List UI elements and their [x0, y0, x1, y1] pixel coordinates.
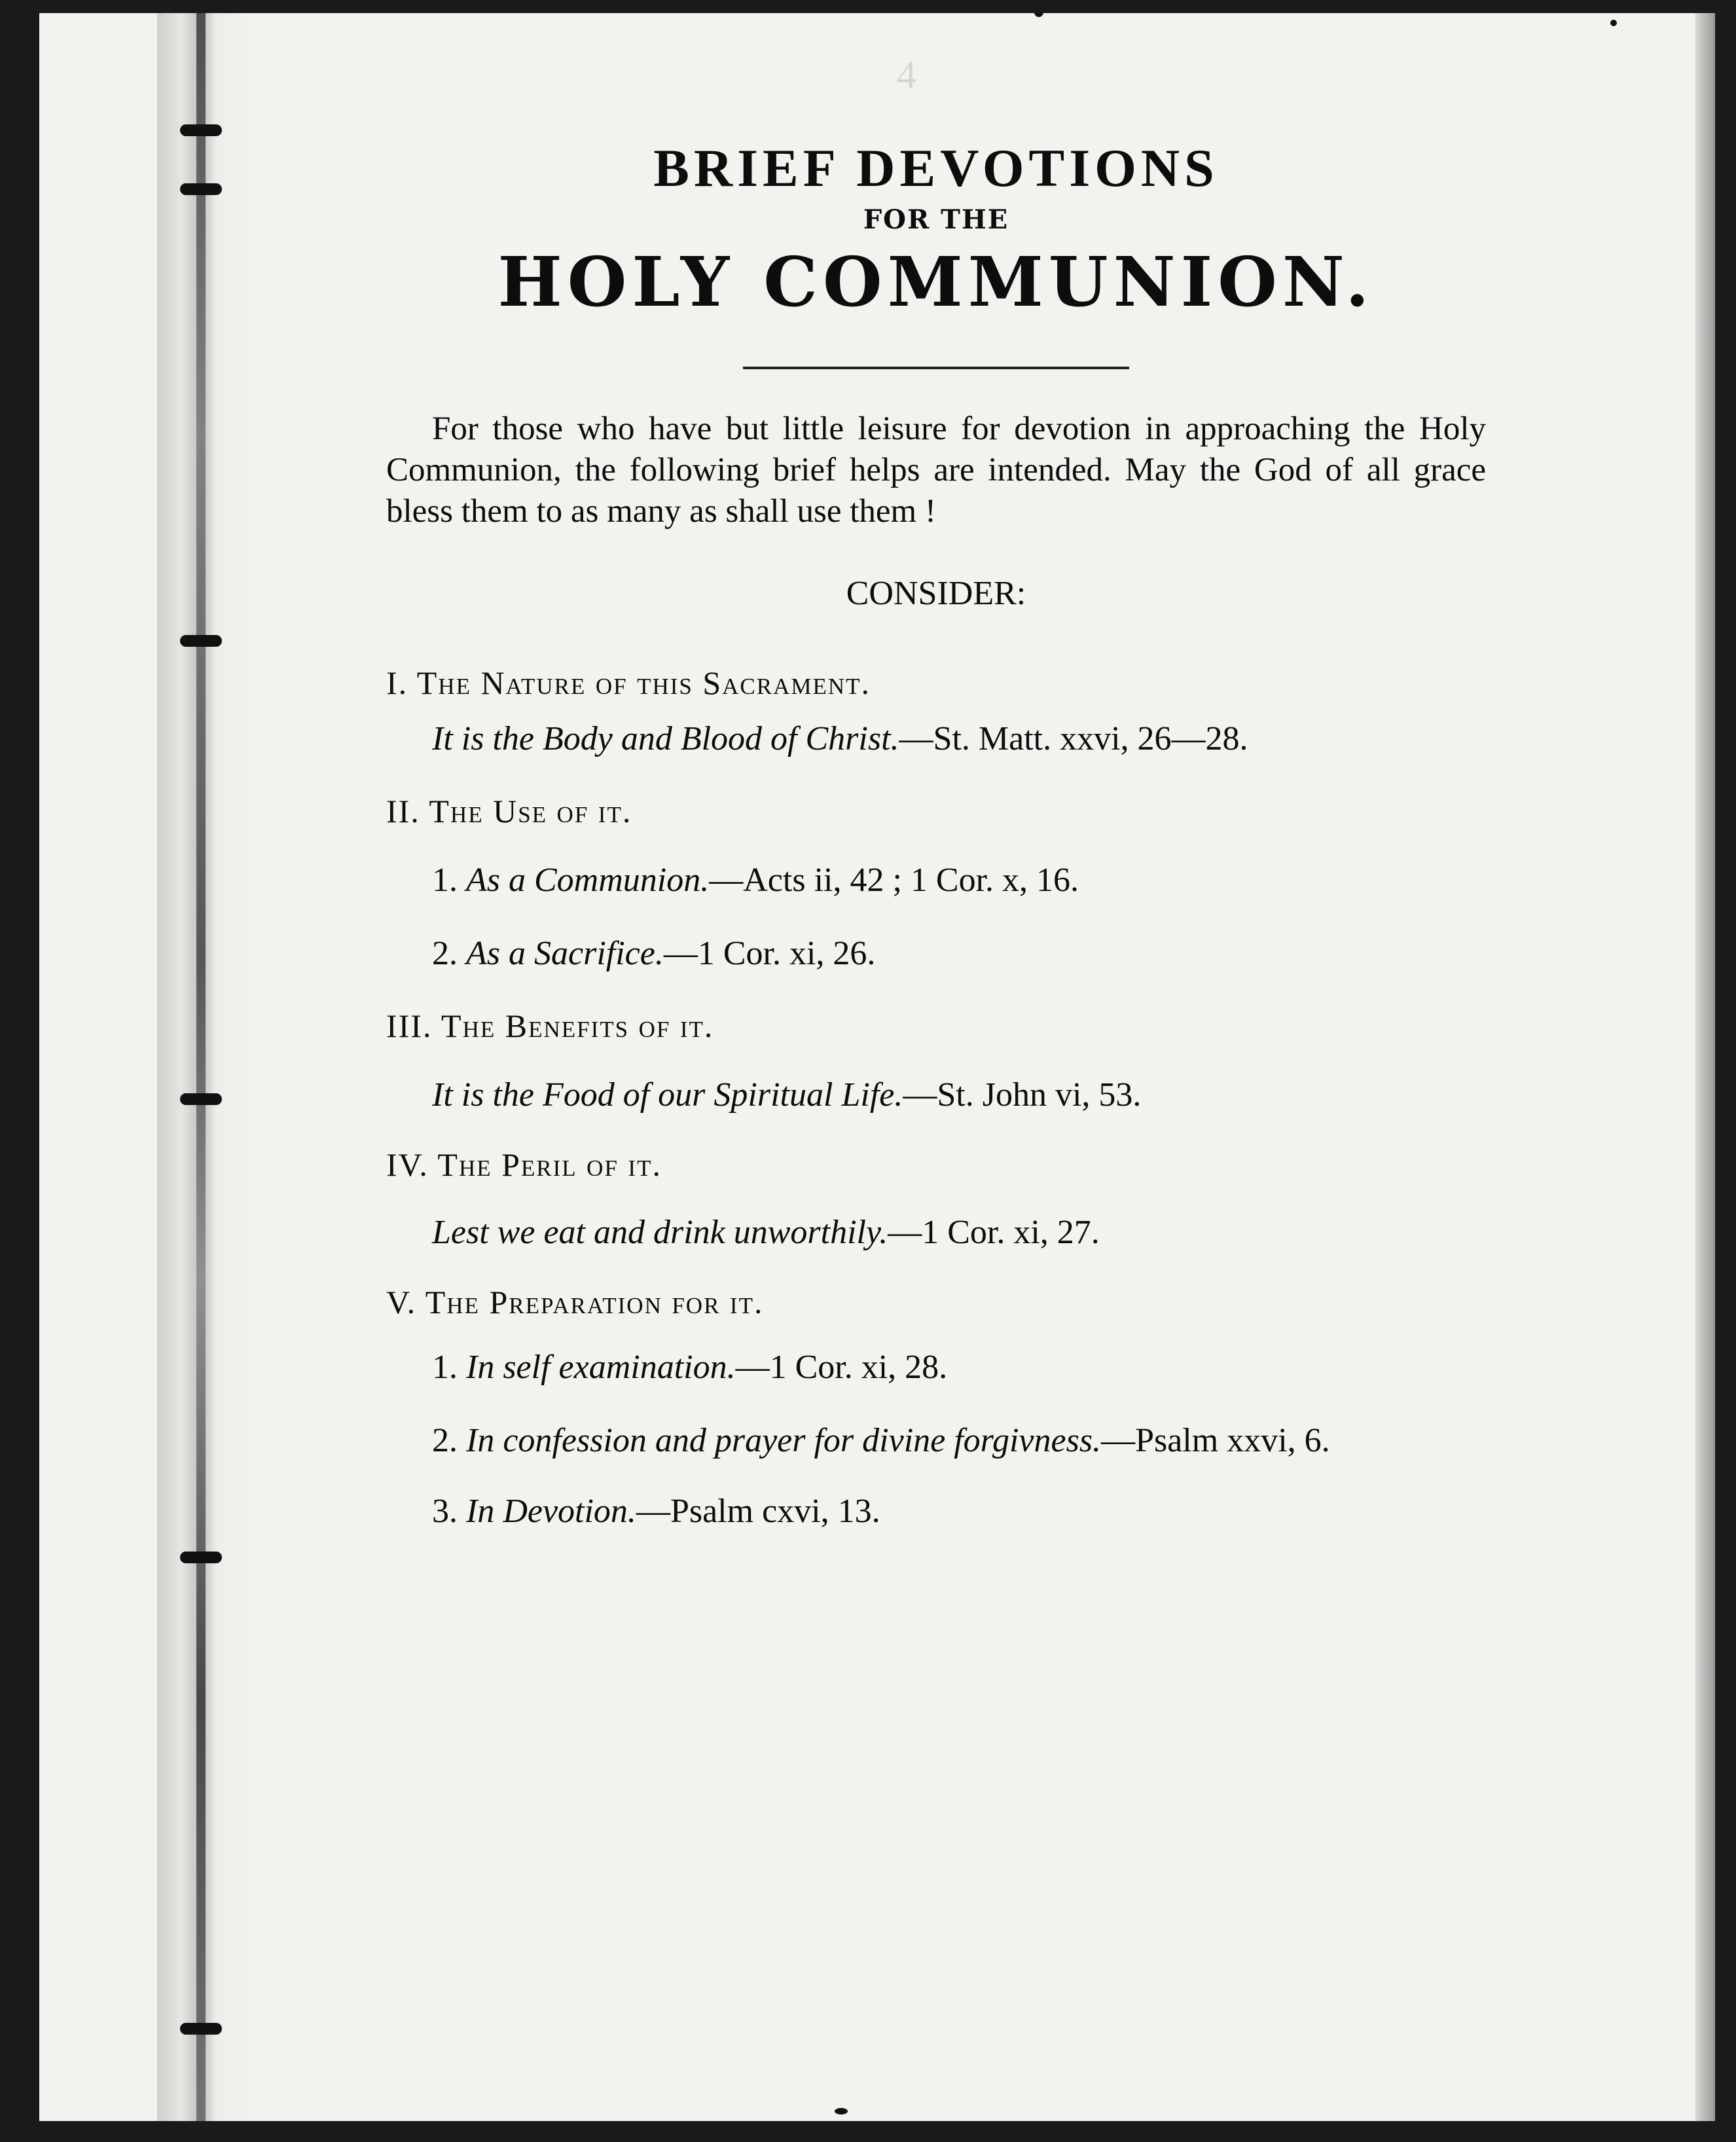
entry-number: 3.	[432, 1493, 458, 1530]
page-edge-shadow	[1695, 13, 1715, 2121]
section-entry	[386, 1347, 1486, 1388]
entry-reference: —1 Cor. xi, 26.	[663, 935, 876, 972]
section-4	[386, 1146, 1486, 1253]
ink-speck	[1610, 20, 1617, 26]
entry-text: Lest we eat and drink unworthily.	[432, 1214, 888, 1251]
intro-paragraph: For those who have but little leisure for devotion in approaching the Holy Communion, the following brief helps are intended. May the God of all grace bless them to as many as shall use them !	[386, 410, 1486, 530]
title-for-the: FOR THE	[863, 204, 1009, 235]
section-1	[386, 664, 1486, 759]
section-heading: III. The Benefits of it.	[386, 1007, 714, 1044]
entry-text: As a Sacrifice.	[466, 935, 664, 972]
stitch-mark	[180, 1552, 222, 1563]
section-entry	[386, 1491, 1486, 1532]
section-5	[386, 1283, 1486, 1532]
stitch-mark	[180, 2023, 222, 2035]
section-entry	[386, 1075, 1486, 1116]
stitch-mark	[180, 635, 222, 647]
stitch-mark	[180, 183, 222, 195]
entry-number: 1.	[432, 1349, 458, 1386]
page-number: 4	[897, 53, 916, 96]
section-entry	[386, 1421, 1486, 1461]
entry-reference: —1 Cor. xi, 28.	[735, 1349, 948, 1386]
section-heading: V. The Preparation for it.	[386, 1284, 764, 1320]
entry-reference: —St. Matt. xxvi, 26—28.	[899, 720, 1248, 757]
page-binding	[157, 13, 255, 2121]
entry-reference: —Acts ii, 42 ; 1 Cor. x, 16.	[709, 862, 1079, 899]
entry-text: In self examination.	[466, 1349, 736, 1386]
title-rule	[743, 367, 1129, 369]
entry-reference: —1 Cor. xi, 27.	[888, 1214, 1100, 1251]
section-heading: IV. The Peril of it.	[386, 1146, 662, 1183]
section-heading: II. The Use of it.	[386, 793, 632, 829]
entry-number: 2.	[432, 935, 458, 972]
entry-number: 1.	[432, 862, 458, 899]
entry-reference: —Psalm cxvi, 13.	[636, 1493, 880, 1530]
section-2	[386, 792, 1486, 974]
consider-heading: CONSIDER:	[846, 575, 1026, 612]
section-entry	[386, 934, 1486, 974]
page-content	[386, 137, 1486, 1532]
ink-speck	[835, 2108, 848, 2115]
section-heading: I. The Nature of this Sacrament.	[386, 664, 871, 701]
entry-text: As a Communion.	[466, 862, 710, 899]
title-brief-devotions: BRIEF DEVOTIONS	[653, 138, 1219, 198]
stitch-mark	[180, 124, 222, 136]
section-entry	[386, 860, 1486, 901]
entry-reference: —St. John vi, 53.	[903, 1076, 1142, 1114]
section-entry	[386, 1212, 1486, 1253]
scanned-page	[39, 13, 1715, 2121]
entry-reference: —Psalm xxvi, 6.	[1101, 1422, 1330, 1459]
entry-text: It is the Body and Blood of Christ.	[432, 720, 899, 757]
title-holy-communion: HOLY COMMUNION.	[497, 242, 1375, 322]
section-3	[386, 1007, 1486, 1116]
entry-text: It is the Food of our Spiritual Life.	[432, 1076, 903, 1114]
stitch-mark	[180, 1093, 222, 1105]
entry-text: In Devotion.	[466, 1493, 636, 1530]
entry-number: 2.	[432, 1422, 458, 1459]
entry-text: In confession and prayer for divine forgivness.	[466, 1422, 1102, 1459]
section-entry	[386, 719, 1486, 759]
spine-thread	[196, 13, 206, 2121]
ink-speck	[1034, 13, 1043, 17]
